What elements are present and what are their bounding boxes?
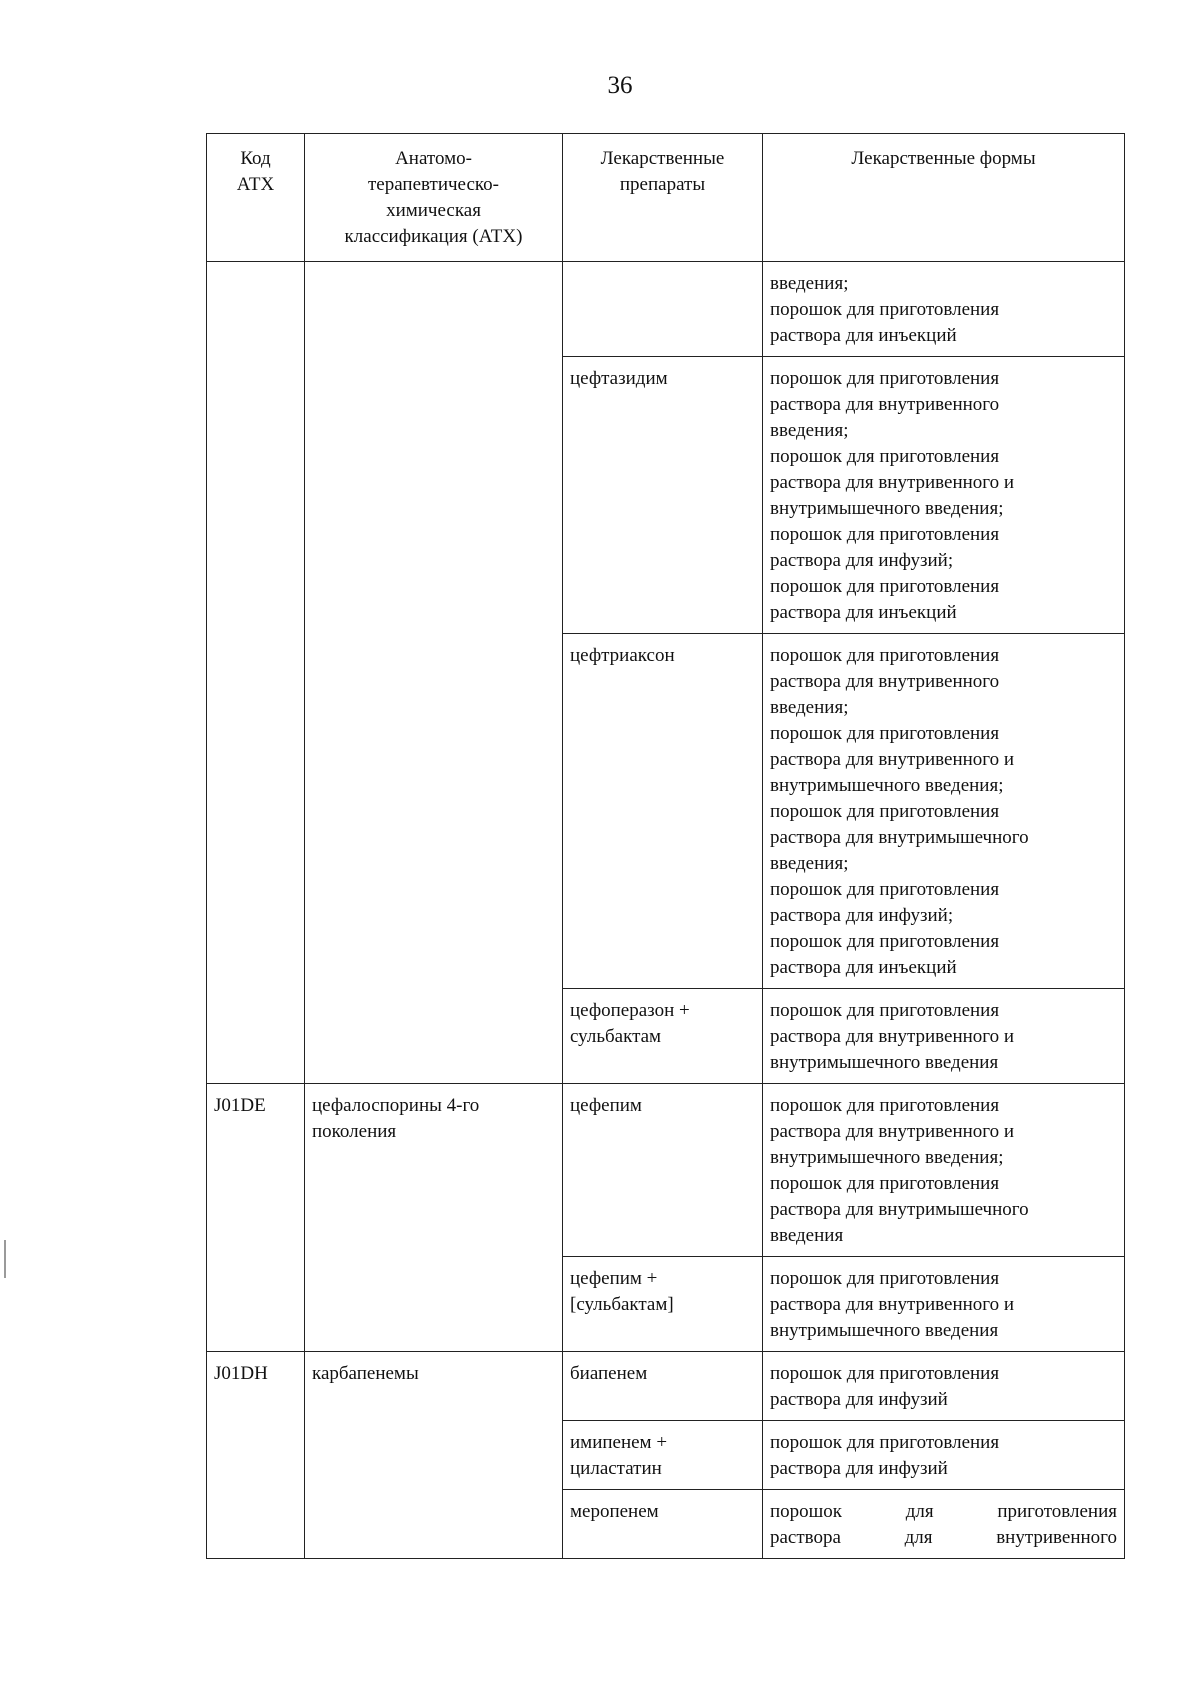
header-code: Код АТХ <box>207 134 305 262</box>
cell-forms: порошок для приготовления раствора для внутривенного введения; порошок для приготовления раствора для внутривенного и внутримышечного введения; порошок для приготовления раствора для внутримышечного введения; порошок для приготовления раствора для инфузий; порошок для приготовления раствора для инъекций <box>763 634 1125 989</box>
cell-drug: цефепим <box>563 1084 763 1257</box>
cell-drug: цефоперазон + сульбактам <box>563 989 763 1084</box>
cell-drug <box>563 262 763 357</box>
cell-drug: меропенем <box>563 1490 763 1559</box>
cell-classification: карбапенемы <box>305 1352 563 1559</box>
cell-code: J01DE <box>207 1084 305 1352</box>
cell-code: J01DH <box>207 1352 305 1559</box>
cell-classification: цефалоспорины 4-го поколения <box>305 1084 563 1352</box>
cell-forms: порошок для приготовления раствора для внутривенного и внутримышечного введения <box>763 1257 1125 1352</box>
header-forms: Лекарственные формы <box>763 134 1125 262</box>
cell-forms: введения; порошок для приготовления раствора для инъекций <box>763 262 1125 357</box>
table-row <box>207 1084 1125 1257</box>
cell-forms: порошок для приготовления раствора для внутривенного <box>763 1490 1125 1559</box>
header-drugs: Лекарственные препараты <box>563 134 763 262</box>
cell-forms: порошок для приготовления раствора для внутривенного и внутримышечного введения; порошок для приготовления раствора для внутримышечного введения <box>763 1084 1125 1257</box>
table-row <box>207 1352 1125 1421</box>
cell-drug: цефтазидим <box>563 357 763 634</box>
atc-drug-table <box>206 133 1125 1559</box>
cell-drug: цефтриаксон <box>563 634 763 989</box>
table-header-row <box>207 134 1125 262</box>
cell-drug: имипенем + циластатин <box>563 1421 763 1490</box>
cell-forms: порошок для приготовления раствора для внутривенного и внутримышечного введения <box>763 989 1125 1084</box>
cell-forms: порошок для приготовления раствора для внутривенного введения; порошок для приготовления раствора для внутривенного и внутримышечного введения; порошок для приготовления раствора для инфузий; порошок для приготовления раствора для инъекций <box>763 357 1125 634</box>
cell-forms: порошок для приготовления раствора для инфузий <box>763 1421 1125 1490</box>
cell-code <box>207 262 305 1084</box>
scan-artifact-line <box>4 1240 6 1278</box>
header-classification: Анатомо- терапевтическо- химическая классификация (АТХ) <box>305 134 563 262</box>
table-row <box>207 262 1125 357</box>
page-number: 36 <box>607 72 633 99</box>
cell-classification <box>305 262 563 1084</box>
cell-drug: цефепим + [сульбактам] <box>563 1257 763 1352</box>
cell-drug: биапенем <box>563 1352 763 1421</box>
cell-forms: порошок для приготовления раствора для инфузий <box>763 1352 1125 1421</box>
